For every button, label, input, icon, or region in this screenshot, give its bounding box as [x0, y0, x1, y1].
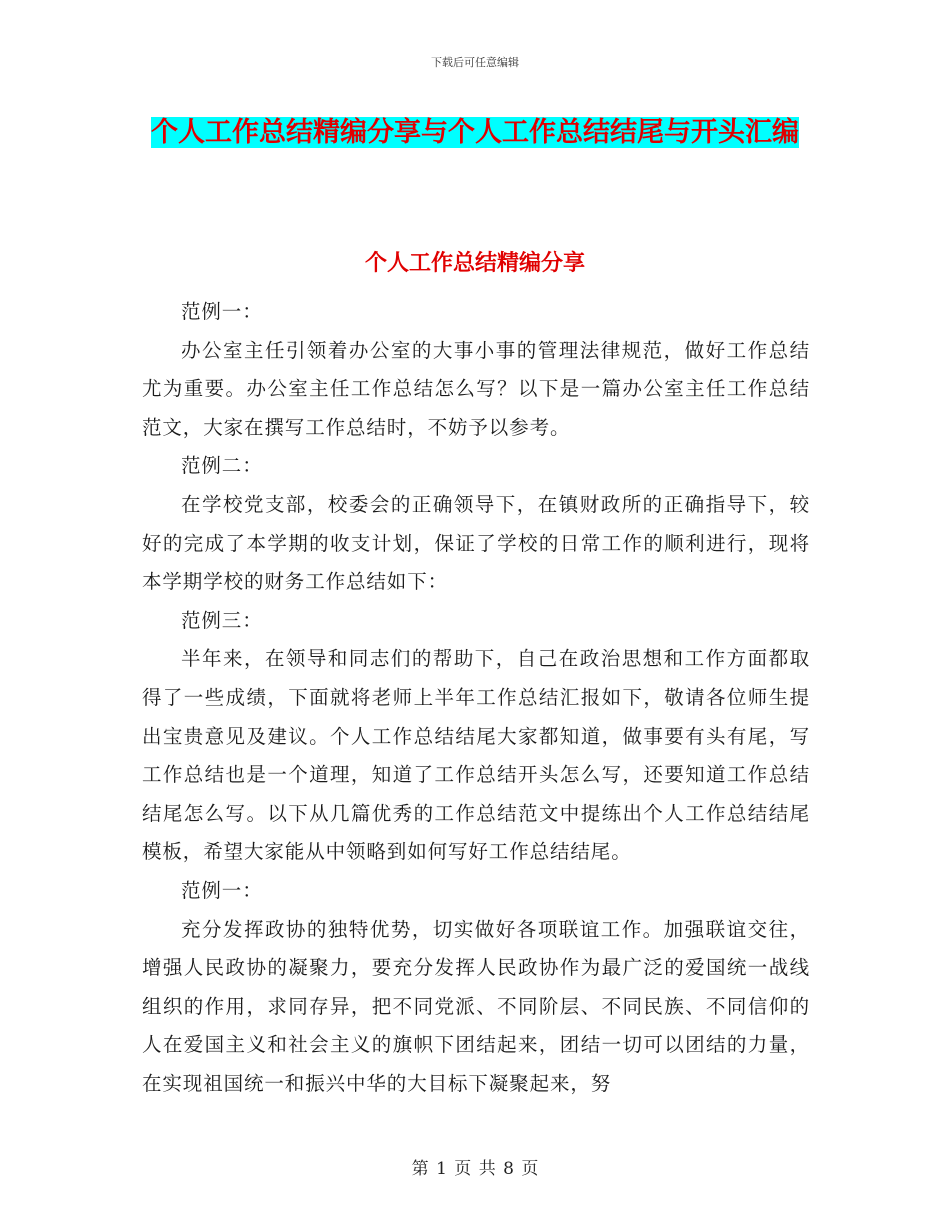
document-title-text: 个人工作总结精编分享与个人工作总结结尾与开头汇编 — [151, 117, 799, 148]
paragraph: 充分发挥政协的独特优势，切实做好各项联谊工作。加强联谊交往，增强人民政协的凝聚力，要充分发挥人民政协作为最广泛的爱国统一战线组织的作用，求同存异，把不同党派、不同阶层、不同民族、不同信仰的人在爱国主义和社会主义的旗帜下团结起来，团结一切可以团结的力量，在实现祖国统一和振兴中华的大目标下凝聚起来，努 — [142, 917, 810, 1095]
document-body — [142, 293, 810, 1103]
paragraph: 范例三： — [181, 608, 263, 632]
paragraph: 范例一： — [181, 878, 263, 902]
section-subtitle: 个人工作总结精编分享 — [364, 251, 585, 276]
paragraph: 半年来，在领导和同志们的帮助下，自己在政治思想和工作方面都取得了一些成绩，下面就将老师上半年工作总结汇报如下，敬请各位师生提出宝贵意见及建议。个人工作总结结尾大家都知道，做事要有头有尾，写工作总结也是一个道理，知道了工作总结开头怎么写，还要知道工作总结结尾怎么写。以下从几篇优秀的工作总结范文中提练出个人工作总结结尾模板，希望大家能从中领略到如何写好工作总结结尾。 — [142, 647, 810, 864]
page-number: 第 1 页 共 8 页 — [411, 1159, 539, 1179]
paragraph: 办公室主任引领着办公室的大事小事的管理法律规范，做好工作总结尤为重要。办公室主任工作总结怎么写？以下是一篇办公室主任工作总结范文，大家在撰写工作总结时，不妨予以参考。 — [142, 338, 810, 439]
paragraph: 范例一： — [181, 300, 263, 323]
document-title — [140, 110, 810, 155]
paragraph: 范例二： — [181, 454, 263, 478]
page-header-note: 下载后可任意编辑 — [431, 56, 519, 69]
paragraph: 在学校党支部，校委会的正确领导下，在镇财政所的正确指导下，较好的完成了本学期的收支计划，保证了学校的日常工作的顺利进行，现将本学期学校的财务工作总结如下： — [142, 492, 810, 594]
